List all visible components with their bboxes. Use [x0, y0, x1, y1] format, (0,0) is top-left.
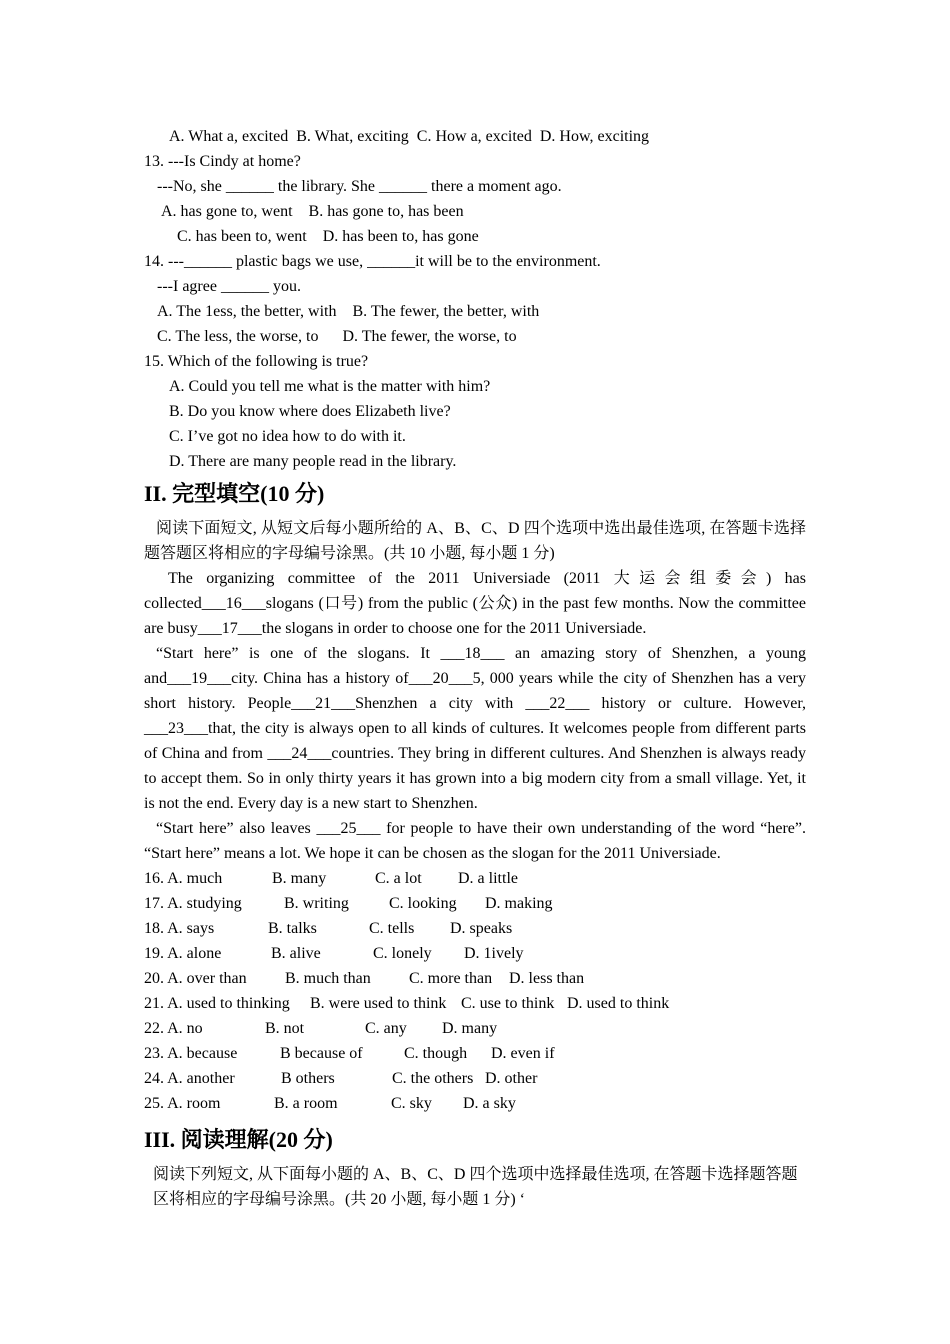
q15-question: 15. Which of the following is true? [144, 353, 369, 370]
cloze-option: B. a room [274, 1095, 338, 1112]
cloze-option-row [144, 1016, 806, 1041]
cloze-option: 23. A. because [144, 1045, 238, 1062]
cloze-option: C. lonely [373, 945, 432, 962]
cloze-option: B. many [272, 870, 327, 887]
cloze-option: 25. A. room [144, 1095, 221, 1112]
section-3-instructions: 阅读下列短文, 从下面每小题的 A、B、C、D 四个选项中选择最佳选项, 在答题卡选择题答题区将相应的字母编号涂黑。(共 20 小题, 每小题 1 分) ‘ [153, 1166, 798, 1208]
cloze-option: C. looking [389, 895, 457, 912]
cloze-option-row [144, 1041, 806, 1066]
cloze-option: B. alive [271, 945, 321, 962]
q12-options: A. What a, excited B. What, exciting C. How a, excited D. How, exciting [169, 128, 650, 145]
cloze-option: 16. A. much [144, 870, 223, 887]
q14-question: 14. ---______ plastic bags we use, ______it will be to the environment. [144, 253, 601, 270]
cloze-option: D. a little [458, 870, 518, 887]
q13-options-cd: C. has been to, went D. has been to, has gone [177, 228, 479, 245]
cloze-option: 22. A. no [144, 1020, 203, 1037]
cloze-option: B others [281, 1070, 335, 1087]
cloze-option-row [144, 1066, 806, 1091]
exam-page [144, 124, 806, 1212]
cloze-option: D. less than [509, 970, 585, 987]
cloze-option: B. writing [284, 895, 349, 912]
cloze-option: C. though [404, 1045, 468, 1062]
section-3-title: III. 阅读理解(20 分) [144, 1127, 333, 1152]
cloze-option: D. a sky [463, 1095, 516, 1112]
cloze-option-row [144, 891, 806, 916]
cloze-option: D. even if [491, 1045, 555, 1062]
q15-option-a: A. Could you tell me what is the matter with him? [169, 378, 491, 395]
q13-question: 13. ---Is Cindy at home? [144, 153, 301, 170]
cloze-option: C. any [365, 1020, 407, 1037]
cloze-option: C. a lot [375, 870, 422, 887]
cloze-option-row [144, 966, 806, 991]
cloze-option: C. the others [392, 1070, 474, 1087]
cloze-option: D. 1ively [464, 945, 524, 962]
cloze-paragraph-2: “Start here” is one of the slogans. It ___18___ an amazing story of Shenzhen, a young and___19___city. China has a history of___20___5, 000 years while the city of Shenzhen has a very short history. People___21___Shenzhen a city with ___22___ history or culture. However, ___23___that, the city is always open to all kinds of cultures. It welcomes people from different parts of China and from ___24___countries. They bring in different cultures. And Shenzhen is always ready to accept them. So in only thirty years it has grown into a big modern city from a small village. Yet, it is not the end. Every day is a new start to Shenzhen. [144, 645, 806, 812]
cloze-paragraph-3: “Start here” also leaves ___25___ for people to have their own understanding of the word “here”. “Start here” means a lot. We hope it can be chosen as the slogan for the 2011 Universiade. [144, 820, 806, 862]
cloze-option: C. more than [409, 970, 493, 987]
cloze-option-row [144, 866, 806, 891]
cloze-option: 18. A. says [144, 920, 215, 937]
q14-options-ab: A. The 1ess, the better, with B. The fewer, the better, with [157, 303, 540, 320]
q15-option-d: D. There are many people read in the library. [169, 453, 457, 470]
cloze-option: 19. A. alone [144, 945, 222, 962]
q13-options-ab: A. has gone to, went B. has gone to, has been [161, 203, 464, 220]
cloze-option: C. sky [391, 1095, 432, 1112]
cloze-option: D. making [485, 895, 553, 912]
cloze-option: B. much than [285, 970, 371, 987]
cloze-option: B. talks [268, 920, 317, 937]
cloze-option-row [144, 916, 806, 941]
q14-reply: ---I agree ______ you. [157, 278, 301, 295]
cloze-option-row [144, 1091, 806, 1116]
cloze-option: B because of [280, 1045, 363, 1062]
cloze-option: C. tells [369, 920, 415, 937]
section-2-instructions: 阅读下面短文, 从短文后每小题所给的 A、B、C、D 四个选项中选出最佳选项, 在答题卡选择题答题区将相应的字母编号涂黑。(共 10 小题, 每小题 1 分) [144, 520, 806, 562]
section-2-title: II. 完型填空(10 分) [144, 481, 325, 506]
cloze-options-list [144, 866, 806, 1116]
cloze-option: D. many [442, 1020, 498, 1037]
cloze-option-row [144, 941, 806, 966]
cloze-option: 21. A. used to thinking [144, 995, 290, 1012]
cloze-option: C. use to think [461, 995, 555, 1012]
cloze-option-row [144, 991, 806, 1016]
cloze-paragraph-1: The organizing committee of the 2011 Universiade (2011 大运会组委会) has collected___16___slogans (口号) from the public (公众) in the past few months. Now the committee are busy___17___the slogans in order to choose one for the 2011 Universiade. [144, 570, 806, 637]
q14-options-cd: C. The less, the worse, to D. The fewer, the worse, to [157, 328, 517, 345]
cloze-option: B. were used to think [310, 995, 447, 1012]
cloze-option: D. speaks [450, 920, 513, 937]
cloze-option: D. used to think [567, 995, 670, 1012]
cloze-option: 24. A. another [144, 1070, 235, 1087]
q13-reply: ---No, she ______ the library. She ______ there a moment ago. [157, 178, 562, 195]
cloze-option: D. other [485, 1070, 538, 1087]
q15-option-b: B. Do you know where does Elizabeth live? [169, 403, 451, 420]
cloze-option: B. not [265, 1020, 305, 1037]
q15-option-c: C. I’ve got no idea how to do with it. [169, 428, 406, 445]
cloze-option: 17. A. studying [144, 895, 242, 912]
cloze-option: 20. A. over than [144, 970, 247, 987]
